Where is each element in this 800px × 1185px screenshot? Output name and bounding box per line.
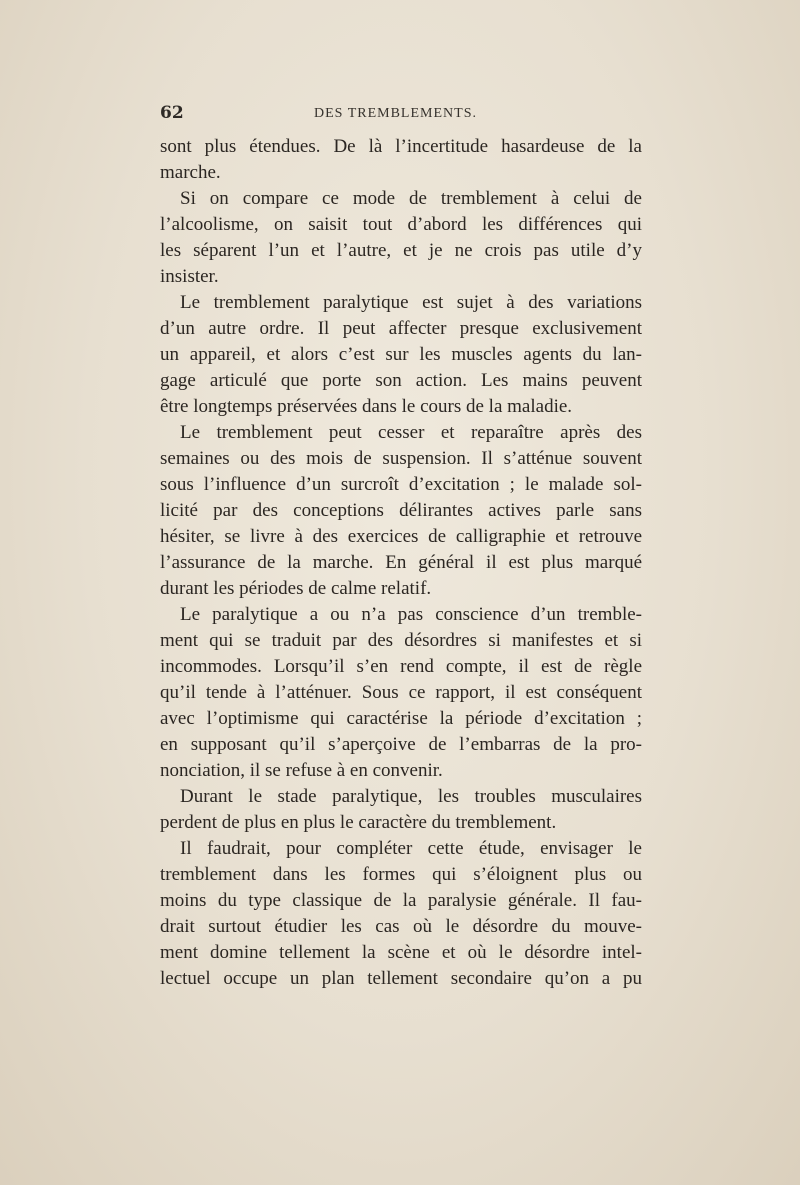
text-line: durant les périodes de calme relatif. [160, 578, 432, 599]
text-line: ment domine tellement la scène et où le désordre intel- [160, 942, 642, 963]
text-line: lectuel occupe un plan tellement secondaire qu’on a pu [160, 968, 642, 989]
text-line: d’un autre ordre. Il peut affecter presque exclusivement [160, 318, 642, 339]
text-line: ment qui se traduit par des désordres si manifestes et si [160, 630, 642, 651]
text-line: Le tremblement peut cesser et reparaître après des [180, 422, 642, 443]
text-line: marche. [160, 162, 221, 183]
text-line: sont plus étendues. De là l’incertitude hasardeuse de la [160, 136, 642, 157]
text-line: tremblement dans les formes qui s’éloignent plus ou [160, 864, 642, 885]
body-text [160, 134, 642, 992]
text-line: Durant le stade paralytique, les troubles musculaires [180, 786, 642, 807]
text-line: moins du type classique de la paralysie générale. Il fau- [160, 890, 642, 911]
text-line: incommodes. Lorsqu’il s’en rend compte, il est de règle [160, 656, 642, 677]
text-line: Le tremblement paralytique est sujet à des variations [180, 292, 642, 313]
text-line: en supposant qu’il s’aperçoive de l’embarras de la pro- [160, 734, 642, 755]
text-line: gage articulé que porte son action. Les mains peuvent [160, 370, 642, 391]
text-line: l’alcoolisme, on saisit tout d’abord les différences qui [160, 214, 642, 235]
text-line: être longtemps préservées dans le cours de la maladie. [160, 396, 573, 417]
page-number: 62 [160, 103, 184, 123]
text-line: sous l’influence d’un surcroît d’excitation ; le malade sol- [160, 474, 642, 495]
text-line: l’assurance de la marche. En général il est plus marqué [160, 552, 642, 573]
text-line: Le paralytique a ou n’a pas conscience d’un tremble- [180, 604, 642, 625]
text-line: hésiter, se livre à des exercices de calligraphie et retrouve [160, 526, 642, 547]
running-title: DES TREMBLEMENTS. [314, 106, 477, 121]
text-line: avec l’optimisme qui caractérise la période d’excitation ; [160, 708, 642, 729]
text-line: insister. [160, 266, 219, 287]
text-line: semaines ou des mois de suspension. Il s’atténue souvent [160, 448, 642, 469]
text-line: perdent de plus en plus le caractère du tremblement. [160, 812, 557, 833]
text-line: un appareil, et alors c’est sur les muscles agents du lan- [160, 344, 642, 365]
text-line: drait surtout étudier les cas où le désordre du mouve- [160, 916, 642, 937]
text-line: les séparent l’un et l’autre, et je ne crois pas utile d’y [160, 240, 642, 261]
text-line: qu’il tende à l’atténuer. Sous ce rapport, il est conséquent [160, 682, 642, 703]
text-line: licité par des conceptions délirantes actives parle sans [160, 500, 642, 521]
text-line: nonciation, il se refuse à en convenir. [160, 760, 443, 781]
page-header [160, 103, 644, 127]
text-line: Il faudrait, pour compléter cette étude, envisager le [180, 838, 642, 859]
text-line: Si on compare ce mode de tremblement à celui de [180, 188, 642, 209]
